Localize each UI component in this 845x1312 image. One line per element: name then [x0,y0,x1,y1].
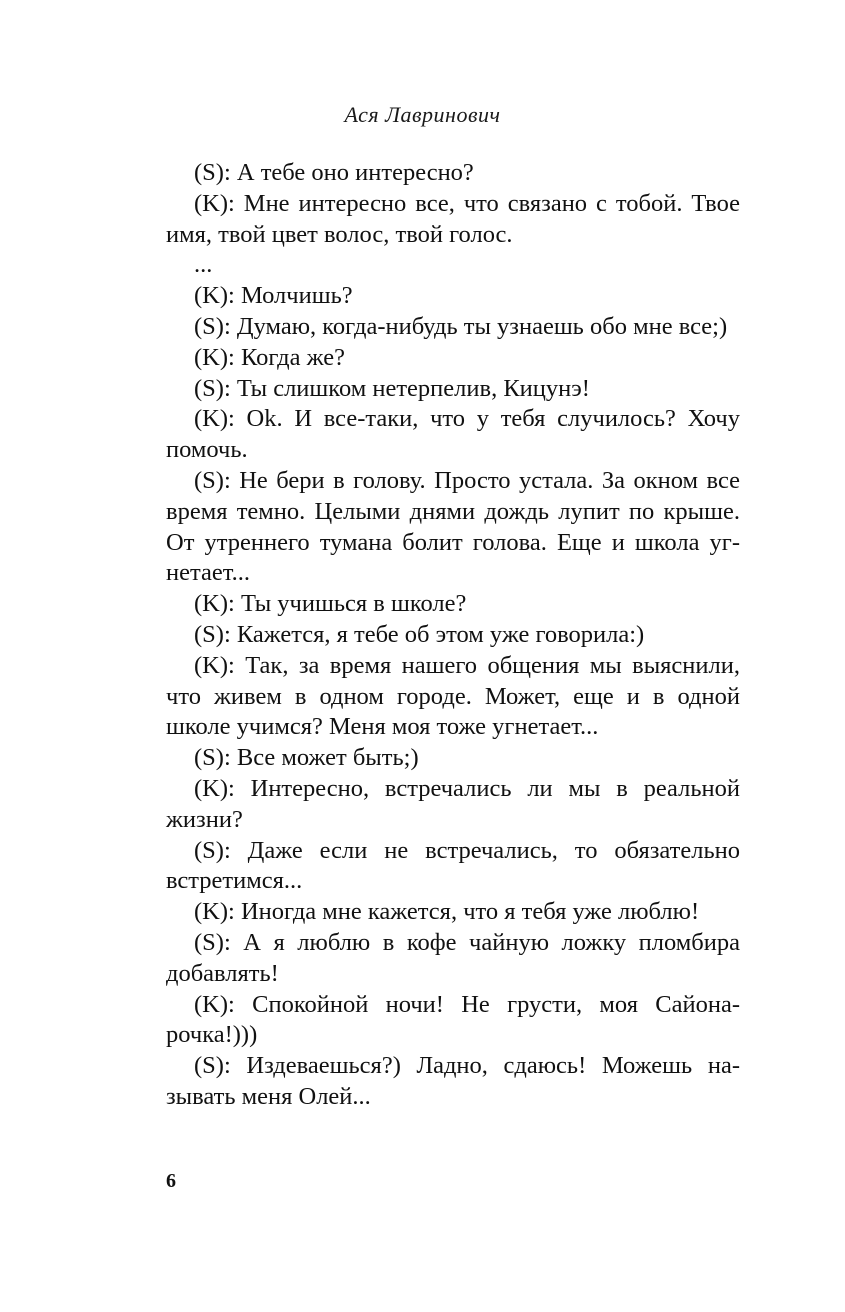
paragraph: (S): Ты слишком нетерпелив, Кицунэ! [194,374,590,402]
paragraph: (K): Спокойной ночи! Не грусти, моя Сайонарочка!))) [166,990,740,1049]
running-head-author: Ася Лавринович [344,102,501,127]
page-number: 6 [166,1170,176,1192]
paragraph: (K): Ok. И все-таки, что у тебя случилось? Хочу помочь. [166,405,740,464]
paragraph: (S): А тебе оно интересно? [194,159,474,186]
paragraph: (K): Ты учишься в школе? [194,590,467,618]
paragraph: (K): Когда же? [194,343,345,371]
paragraph: (S): Даже если не встречались, то обязательно встретимся... [166,836,740,895]
paragraph: (K): Мне интересно все, что связано с тобой. Твое имя, твой цвет волос, твой голос. [166,189,740,248]
paragraph: (S): Не бери в голову. Просто устала. За окном все время темно. Целыми днями дождь лупит по крыше. От утреннего тумана болит голова. Еще и школа угнетает... [166,466,740,587]
paragraph: (S): А я люблю в кофе чайную ложку пломбира добавлять! [166,928,740,987]
paragraph-ellipsis: ... [194,251,213,279]
paragraph: (S): Кажется, я тебе об этом уже говорила:) [194,620,645,648]
paragraph: (K): Иногда мне кажется, что я тебя уже люблю! [194,898,700,926]
paragraph: (K): Так, за время нашего общения мы выяснили, что живем в одном городе. Может, еще и в одной школе учимся? Меня моя тоже угнетает... [166,651,740,741]
paragraph: (S): Думаю, когда-нибудь ты узнаешь обо мне все;) [194,312,728,340]
paragraph: (K): Молчишь? [194,282,353,310]
paragraph: (K): Интересно, встречались ли мы в реальной жизни? [166,774,740,833]
paragraph: (S): Все может быть;) [194,744,419,772]
body-text [166,158,740,1113]
paragraph: (S): Издеваешься?) Ладно, сдаюсь! Можешь называть меня Олей... [166,1052,740,1110]
